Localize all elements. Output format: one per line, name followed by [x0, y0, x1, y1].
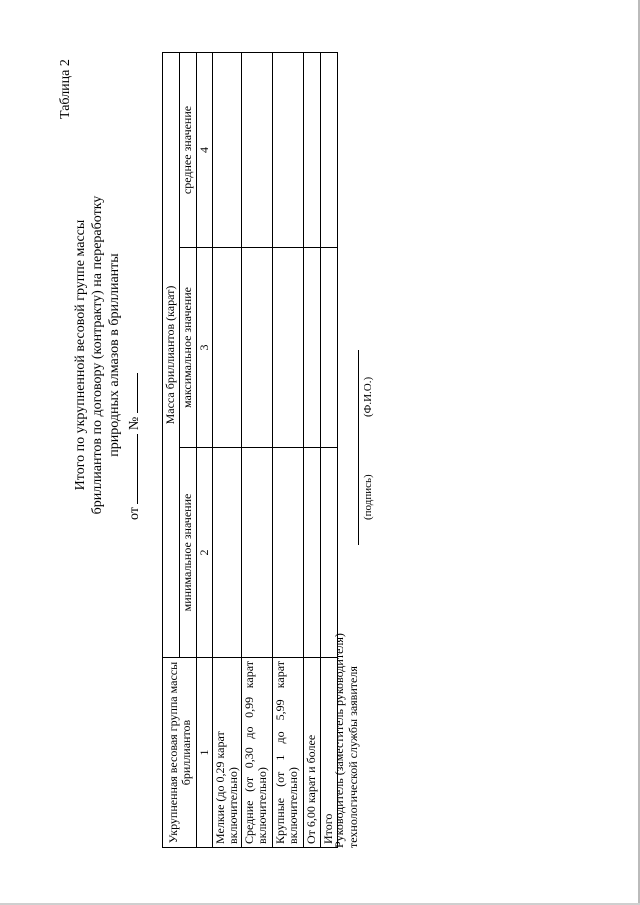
signatory-title-line-1: Руководитель (заместитель руководителя): [332, 633, 346, 848]
signature-line[interactable]: [358, 350, 359, 545]
cell-large-min[interactable]: [273, 448, 304, 658]
cell-medium-min[interactable]: [242, 448, 273, 658]
row-label-total: Итого: [321, 658, 338, 848]
col-number-1: 1: [197, 658, 213, 848]
form-title-line-2: бриллиантов по договору (контракту) на переработку: [90, 195, 105, 515]
from-label: от: [127, 507, 142, 520]
cell-small-avg[interactable]: [213, 53, 242, 248]
cell-large-avg[interactable]: [273, 53, 304, 248]
row-label-medium-part-b: включительно): [255, 767, 269, 844]
table-row-large: [273, 53, 304, 848]
weight-group-table: [162, 52, 338, 848]
cell-xl-min[interactable]: [304, 448, 321, 658]
date-blank-field[interactable]: [125, 434, 138, 504]
row-label-medium-part-a: Средние (от 0,30 до 0,99 карат: [242, 661, 256, 844]
cell-small-min[interactable]: [213, 448, 242, 658]
row-label-large: [273, 658, 304, 848]
cell-medium-avg[interactable]: [242, 53, 273, 248]
column-number-row: [197, 53, 213, 848]
table-number-label: Таблица 2: [58, 59, 73, 119]
cell-xl-max[interactable]: [304, 248, 321, 448]
cell-large-max[interactable]: [273, 248, 304, 448]
cell-total-avg[interactable]: [321, 53, 338, 248]
row-label-medium: [242, 658, 273, 848]
row-label-extra-large: От 6,00 карат и более: [304, 658, 321, 848]
header-mass-carats: Масса бриллиантов (карат): [163, 53, 180, 658]
header-max-value: максимальное значение: [180, 248, 197, 448]
table-row-small: [213, 53, 242, 848]
table-row-medium: [242, 53, 273, 848]
full-name-caption: (Ф.И.О.): [362, 376, 374, 417]
col-number-3: 3: [197, 248, 213, 448]
form-date-number-line: [125, 373, 143, 520]
cell-xl-avg[interactable]: [304, 53, 321, 248]
table-row-extra-large: [304, 53, 321, 848]
row-label-large-part-a: Крупные (от 1 до 5,99 карат: [273, 661, 287, 844]
header-weight-group: Укрупненная весовая группа массы бриллиантов: [163, 658, 197, 848]
cell-small-max[interactable]: [213, 248, 242, 448]
form-title-line-1: Итого по укрупненной весовой группе массы: [73, 219, 88, 491]
number-blank-field[interactable]: [125, 373, 138, 413]
row-label-small: Мелкие (до 0,29 карат включительно): [213, 658, 242, 848]
cell-total-min[interactable]: [321, 448, 338, 658]
header-min-value: минимальное значение: [180, 448, 197, 658]
signatory-title-line-2: технологической службы заявителя: [346, 666, 360, 848]
cell-total-max[interactable]: [321, 248, 338, 448]
header-avg-value: среднее значение: [180, 53, 197, 248]
signature-caption: (подпись): [362, 474, 374, 520]
cell-medium-max[interactable]: [242, 248, 273, 448]
col-number-2: 2: [197, 448, 213, 658]
col-number-4: 4: [197, 53, 213, 248]
number-label: №: [127, 416, 142, 431]
row-label-large-part-b: включительно): [286, 767, 300, 844]
form-title-line-3: природных алмазов в бриллианты: [107, 253, 122, 457]
